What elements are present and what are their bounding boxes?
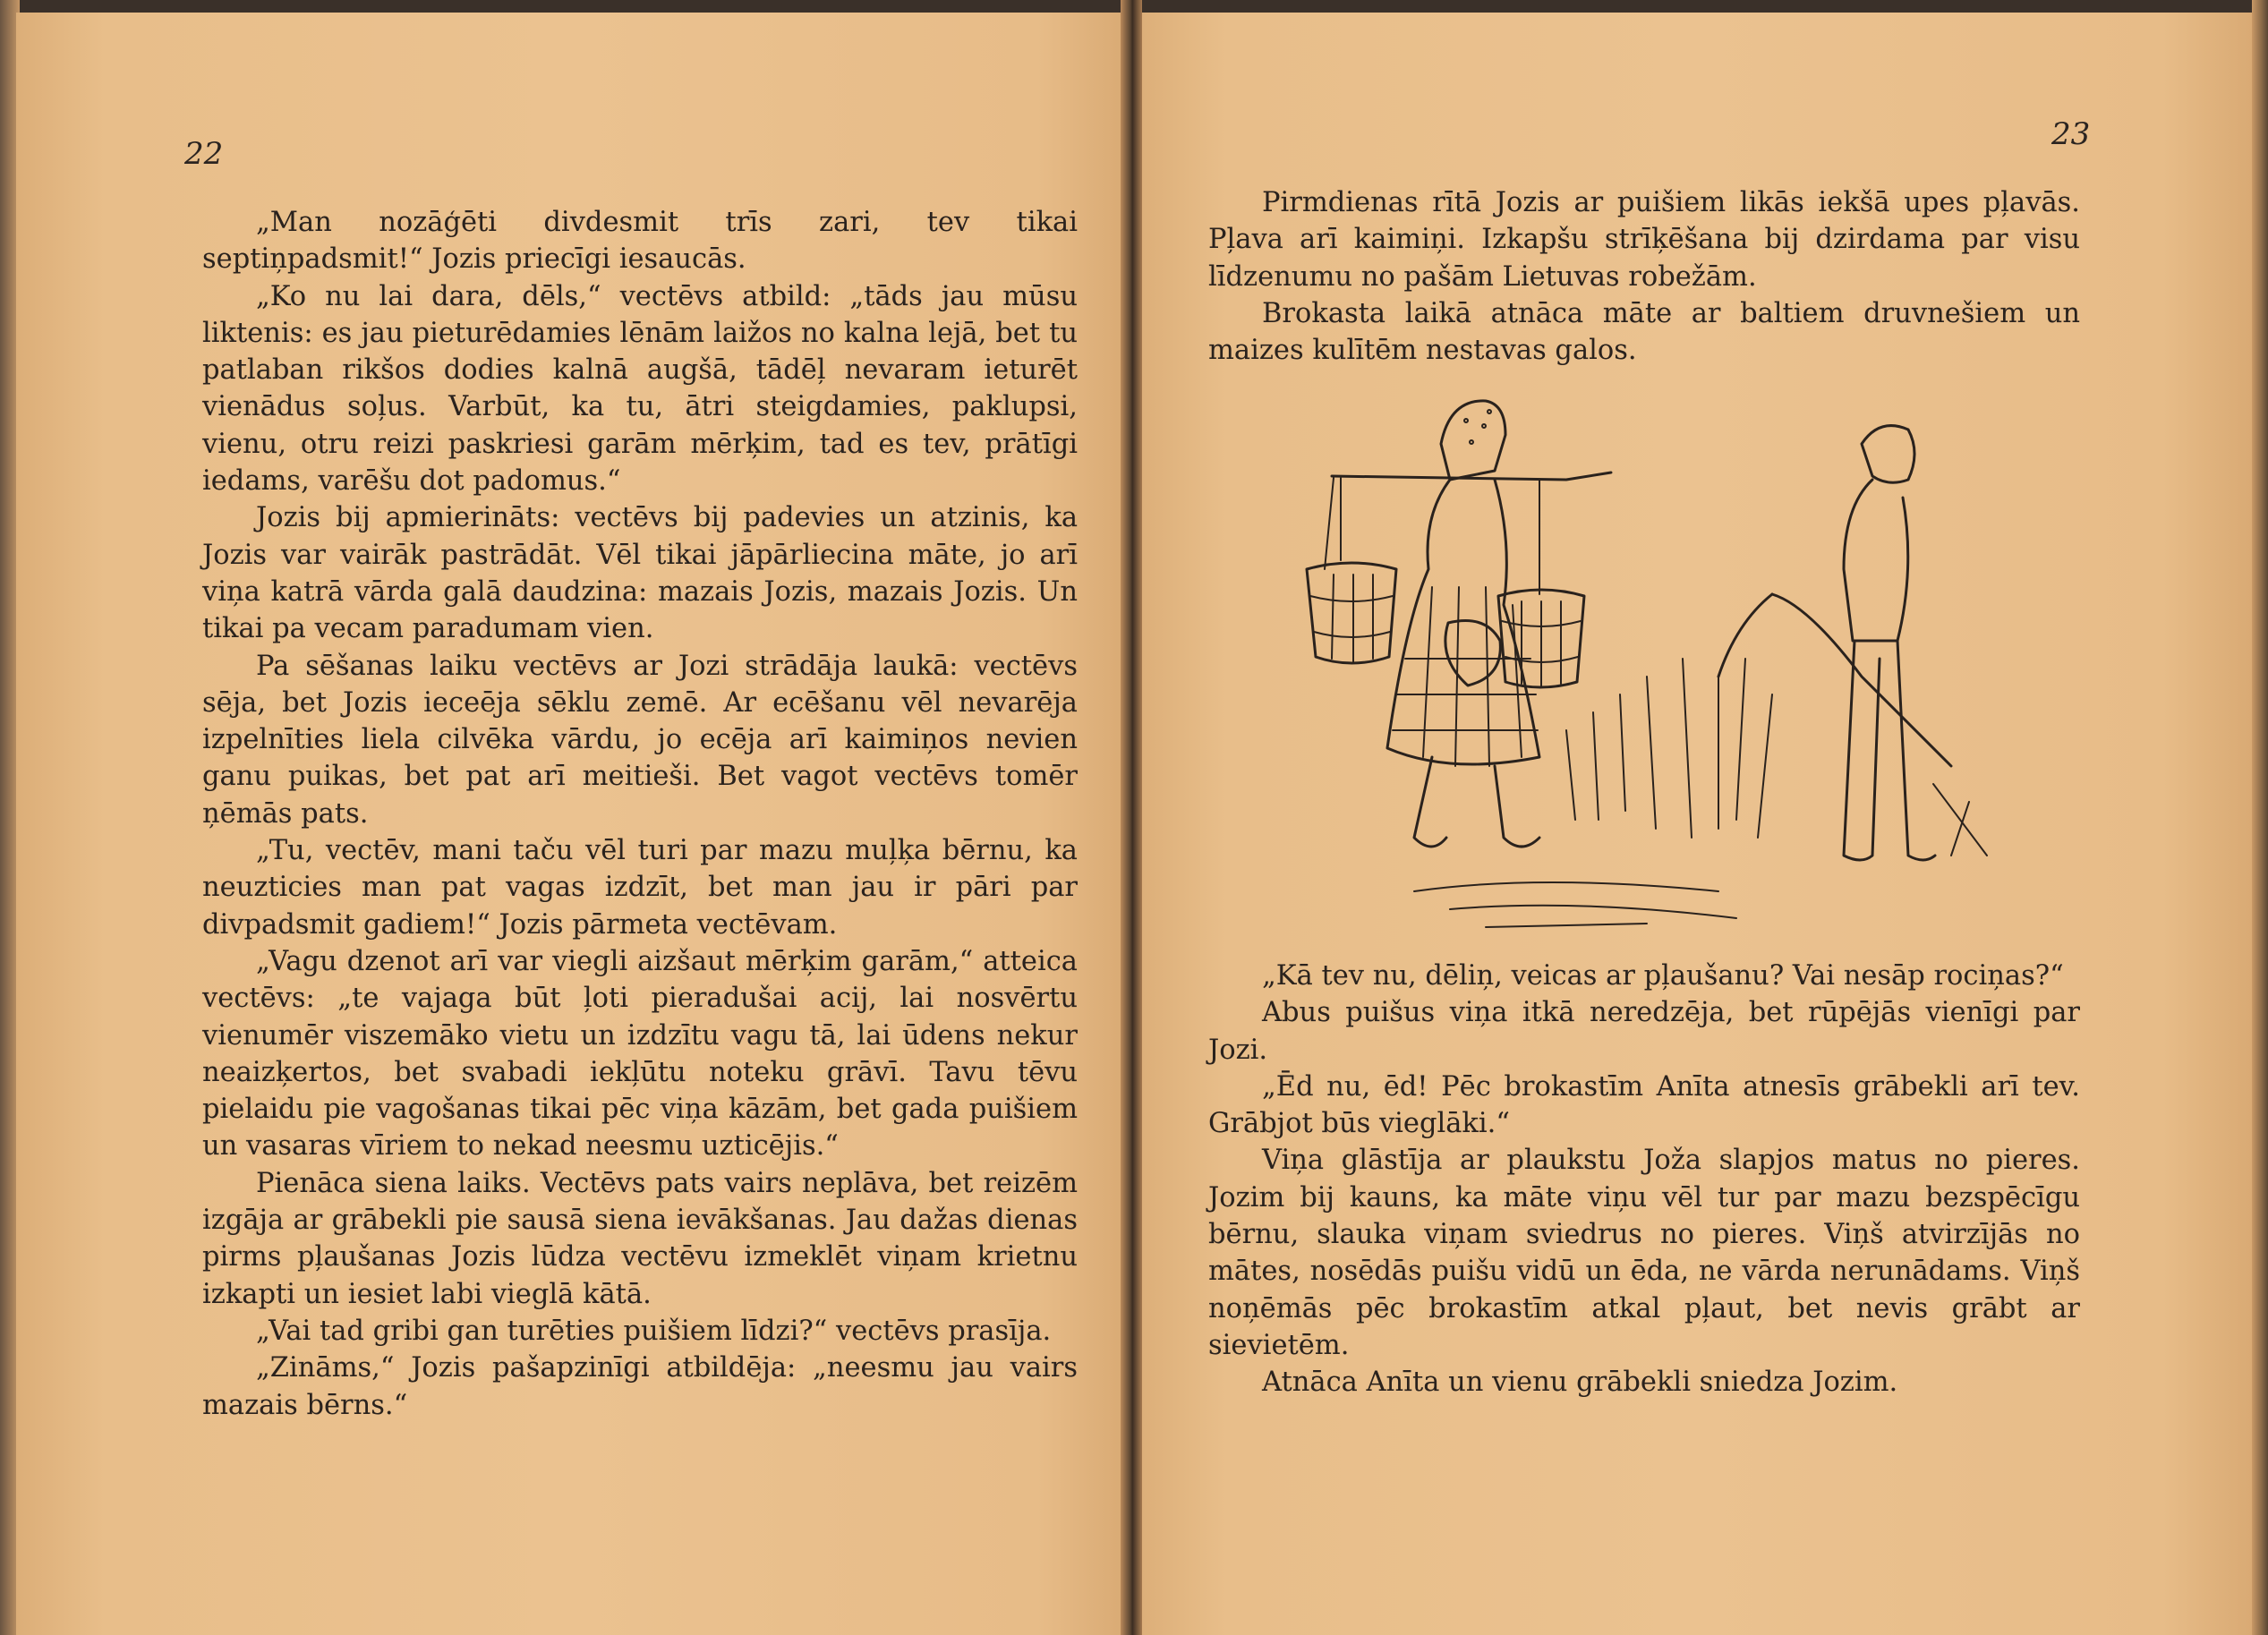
right-book-edge bbox=[2252, 0, 2268, 1635]
paragraph: Pa sēšanas laiku vectēvs ar Jozi strādāja laukā: vectēvs sēja, bet Jozis ieceēja sēklu zemē. Ar ecēšanu vēl nevarēja izpelnīties liela cilvēka vārdu, jo ecēja arī kaimiņos nevien ganu puikas, bet pat arī meitieši. Bet vagot vectēvs tomēr ņēmās pats. bbox=[202, 650, 1078, 830]
paragraph: „Zināms,“ Jozis pašapzinīgi atbildēja: „neesmu jau vairs mazais bērns.“ bbox=[202, 1352, 1078, 1421]
paragraph: Viņa glāstīja ar plaukstu Joža slapjos matus no pieres. Jozim bij kauns, ka māte viņu vēl tur par mazu bezspēcīgu bērnu, slauka viņam sviedrus no pieres. Viņš atvirzījās no mātes, nosēdās puišu vidū un ēda, ne vārda nerunādams. Viņš noņēmās pēc brokastīm atkal pļaut, bet nevis grābt ar sievietēm. bbox=[1208, 1145, 2080, 1361]
paragraph: Pirmdienas rītā Jozis ar puišiem likās iekšā upes pļavās. Pļava arī kaimiņi. Izkapšu strīķēšana bij dzirdama par visu līdzenumu no pašām Lietuvas robežām. bbox=[1208, 187, 2080, 293]
paragraph: Atnāca Anīta un vienu grābekli sniedza Jozim. bbox=[1262, 1367, 1898, 1399]
paragraph: Abus puišus viņa itkā neredzēja, bet rūpējās vienīgi par Jozi. bbox=[1208, 997, 2080, 1066]
paragraph: „Ēd nu, ēd! Pēc brokastīm Anīta atnesīs grābekli arī tev. Grābjot būs vieglāki.“ bbox=[1208, 1070, 2080, 1140]
left-page-number: 22 bbox=[184, 136, 224, 172]
mother-and-boy-illustration bbox=[1271, 390, 2023, 936]
paragraph: „Vagu dzenot arī var viegli aizšaut mērķim garām,“ atteica vectēvs: „te vajaga būt ļoti pieradušai acij, lai nosvērtu vienumēr viszemāko vietu un izdzītu vagu tā, lai ūdens nekur neaizķertos, bet svabadi iekļūtu noteku grāvī. Tavu tēvu pielaidu pie vagošanas tikai pēc viņa kāzām, bet gada puišiem un vasaras vīriem to nekad neesmu uzticējis.“ bbox=[202, 945, 1078, 1162]
paragraph: „Tu, vectēv, mani taču vēl turi par mazu muļķa bērnu, ka neuzticies man pat vagas izdzīt, bet man jau ir pāri par divpadsmit gadiem!“ Jozis pārmeta vectēvam. bbox=[202, 835, 1078, 941]
paragraph: „Vai tad gribi gan turēties puišiem līdzi?“ vectēvs prasīja. bbox=[256, 1315, 1052, 1347]
paragraph: Pienāca siena laiks. Vectēvs pats vairs neplāva, bet reizēm izgāja ar grābekli pie sausā siena ievākšanas. Jau dažas dienas pirms pļaušanas Jozis lūdza vectēvu izmeklēt viņam krietnu izkapti un iesiet labi vieglā kātā. bbox=[202, 1167, 1078, 1310]
right-page-text-bottom bbox=[1208, 958, 2080, 1401]
paragraph: Brokasta laikā atnāca māte ar baltiem druvnešiem un maizes kulītēm nestavas galos. bbox=[1208, 297, 2080, 367]
paragraph: „Kā tev nu, dēliņ, veicas ar pļaušanu? Vai nesāp rociņas?“ bbox=[1262, 960, 2064, 992]
right-page-text-top bbox=[1208, 184, 2080, 369]
paragraph: „Ko nu lai dara, dēls,“ vectēvs atbild: „tāds jau mūsu liktenis: es jau pieturēdamies lēnām laižos no kalna lejā, bet tu patlaban rikšos dodies kalnā augšā, tādēļ nevaram ieturēt vienādus soļus. Varbūt, ka tu, ātri steigdamies, paklupsi, vienu, otru reizi paskriesi garām mērķim, tad es tev, prātīgi iedams, varēšu dot padomus.“ bbox=[202, 280, 1078, 498]
illustration-drawing bbox=[1271, 390, 2023, 936]
book-gutter bbox=[1121, 0, 1142, 1635]
right-page-number: 23 bbox=[2051, 116, 2091, 152]
paragraph: „Man nozāģēti divdesmit trīs zari, tev tikai septiņpadsmit!“ Jozis priecīgi iesaucās. bbox=[202, 207, 1078, 276]
left-page-text bbox=[202, 204, 1078, 1424]
paragraph: Jozis bij apmierināts: vectēvs bij padevies un atzinis, ka Jozis var vairāk pastrādāt. Vēl tikai jāpārliecina māte, jo arī viņa katrā vārda galā daudzina: mazais Jozis, mazais Jozis. Un tikai pa vecam paradumam vien. bbox=[202, 502, 1078, 645]
